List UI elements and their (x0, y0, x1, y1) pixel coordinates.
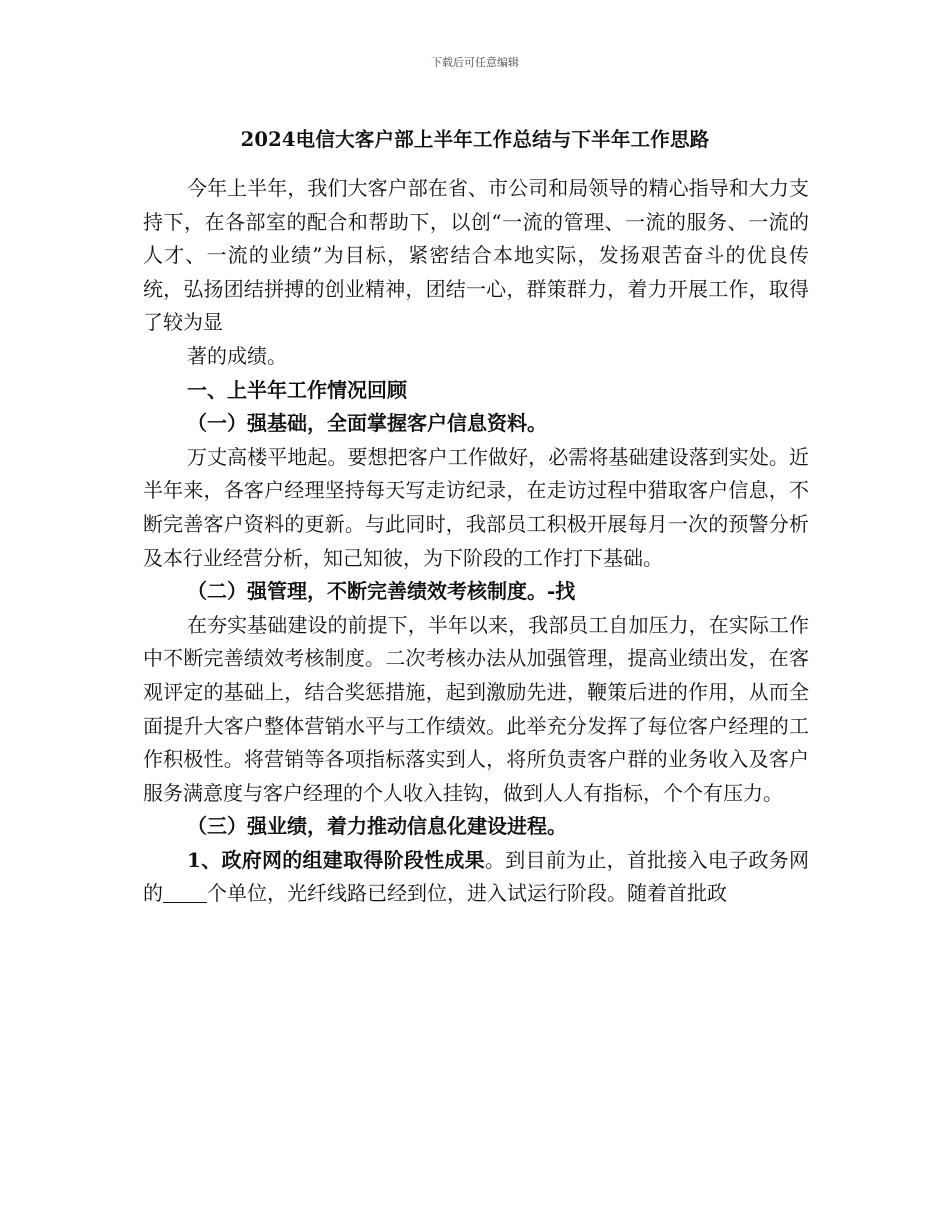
paragraph-government-network (143, 844, 809, 911)
paragraph-foundation: 万丈高楼平地起。要想把客户工作做好，必需将基础建设落到实处。近半年来，各客户经理坚持每天写走访纪录，在走访过程中猎取客户信息，不断完善客户资料的更新。与此同时，我部员工积极开展每月一次的预警分析及本行业经营分析，知己知彼，为下阶段的工作打下基础。 (143, 444, 809, 570)
intro-continuation: 著的成绩。 (187, 343, 287, 368)
subheading-performance: （三）强业绩，着力推动信息化建设进程。 (187, 814, 567, 839)
item-lead-government-network: 1、政府网的组建取得阶段性成果 (187, 847, 485, 872)
fill-in-blank (163, 882, 207, 903)
item-text-before-blank: 。到目前为止，首批接入电子政务网的 (143, 847, 810, 906)
intro-paragraph: 今年上半年，我们大客户部在省、市公司和局领导的精心指导和大力支持下，在各部室的配合和帮助下，以创“一流的管理、一流的服务、一流的人才、一流的业绩”为目标，紧密结合本地实际，发扬艰苦奋斗的优良传统，弘扬团结拼搏的创业精神，团结一心，群策群力，着力开展工作，取得了较为显 (143, 176, 809, 335)
item-text-after-blank: 个单位，光纤线路已经到位，进入试运行阶段。随着首批政 (207, 881, 727, 906)
subheading-foundation: （一）强基础，全面掌握客户信息资料。 (187, 411, 547, 436)
document-title: 2024电信大客户部上半年工作总结与下半年工作思路 (240, 128, 710, 151)
document-body (143, 172, 809, 911)
page-header-note: 下载后可任意编辑 (431, 56, 519, 69)
section-heading-review: 一、上半年工作情况回顾 (187, 377, 407, 402)
subheading-management: （二）强管理，不断完善绩效考核制度。-找 (187, 579, 576, 604)
paragraph-management: 在夯实基础建设的前提下，半年以来，我部员工自加压力，在实际工作中不断完善绩效考核制度。二次考核办法从加强管理，提高业绩出发，在客观评定的基础上，结合奖惩措施，起到激励先进，鞭策后进的作用，从而全面提升大客户整体营销水平与工作绩效。此举充分发挥了每位客户经理的工作积极性。将营销等各项指标落实到人，将所负责客户群的业务收入及客户服务满意度与客户经理的个人收入挂钩，做到人人有指标，个个有压力。 (143, 612, 809, 805)
